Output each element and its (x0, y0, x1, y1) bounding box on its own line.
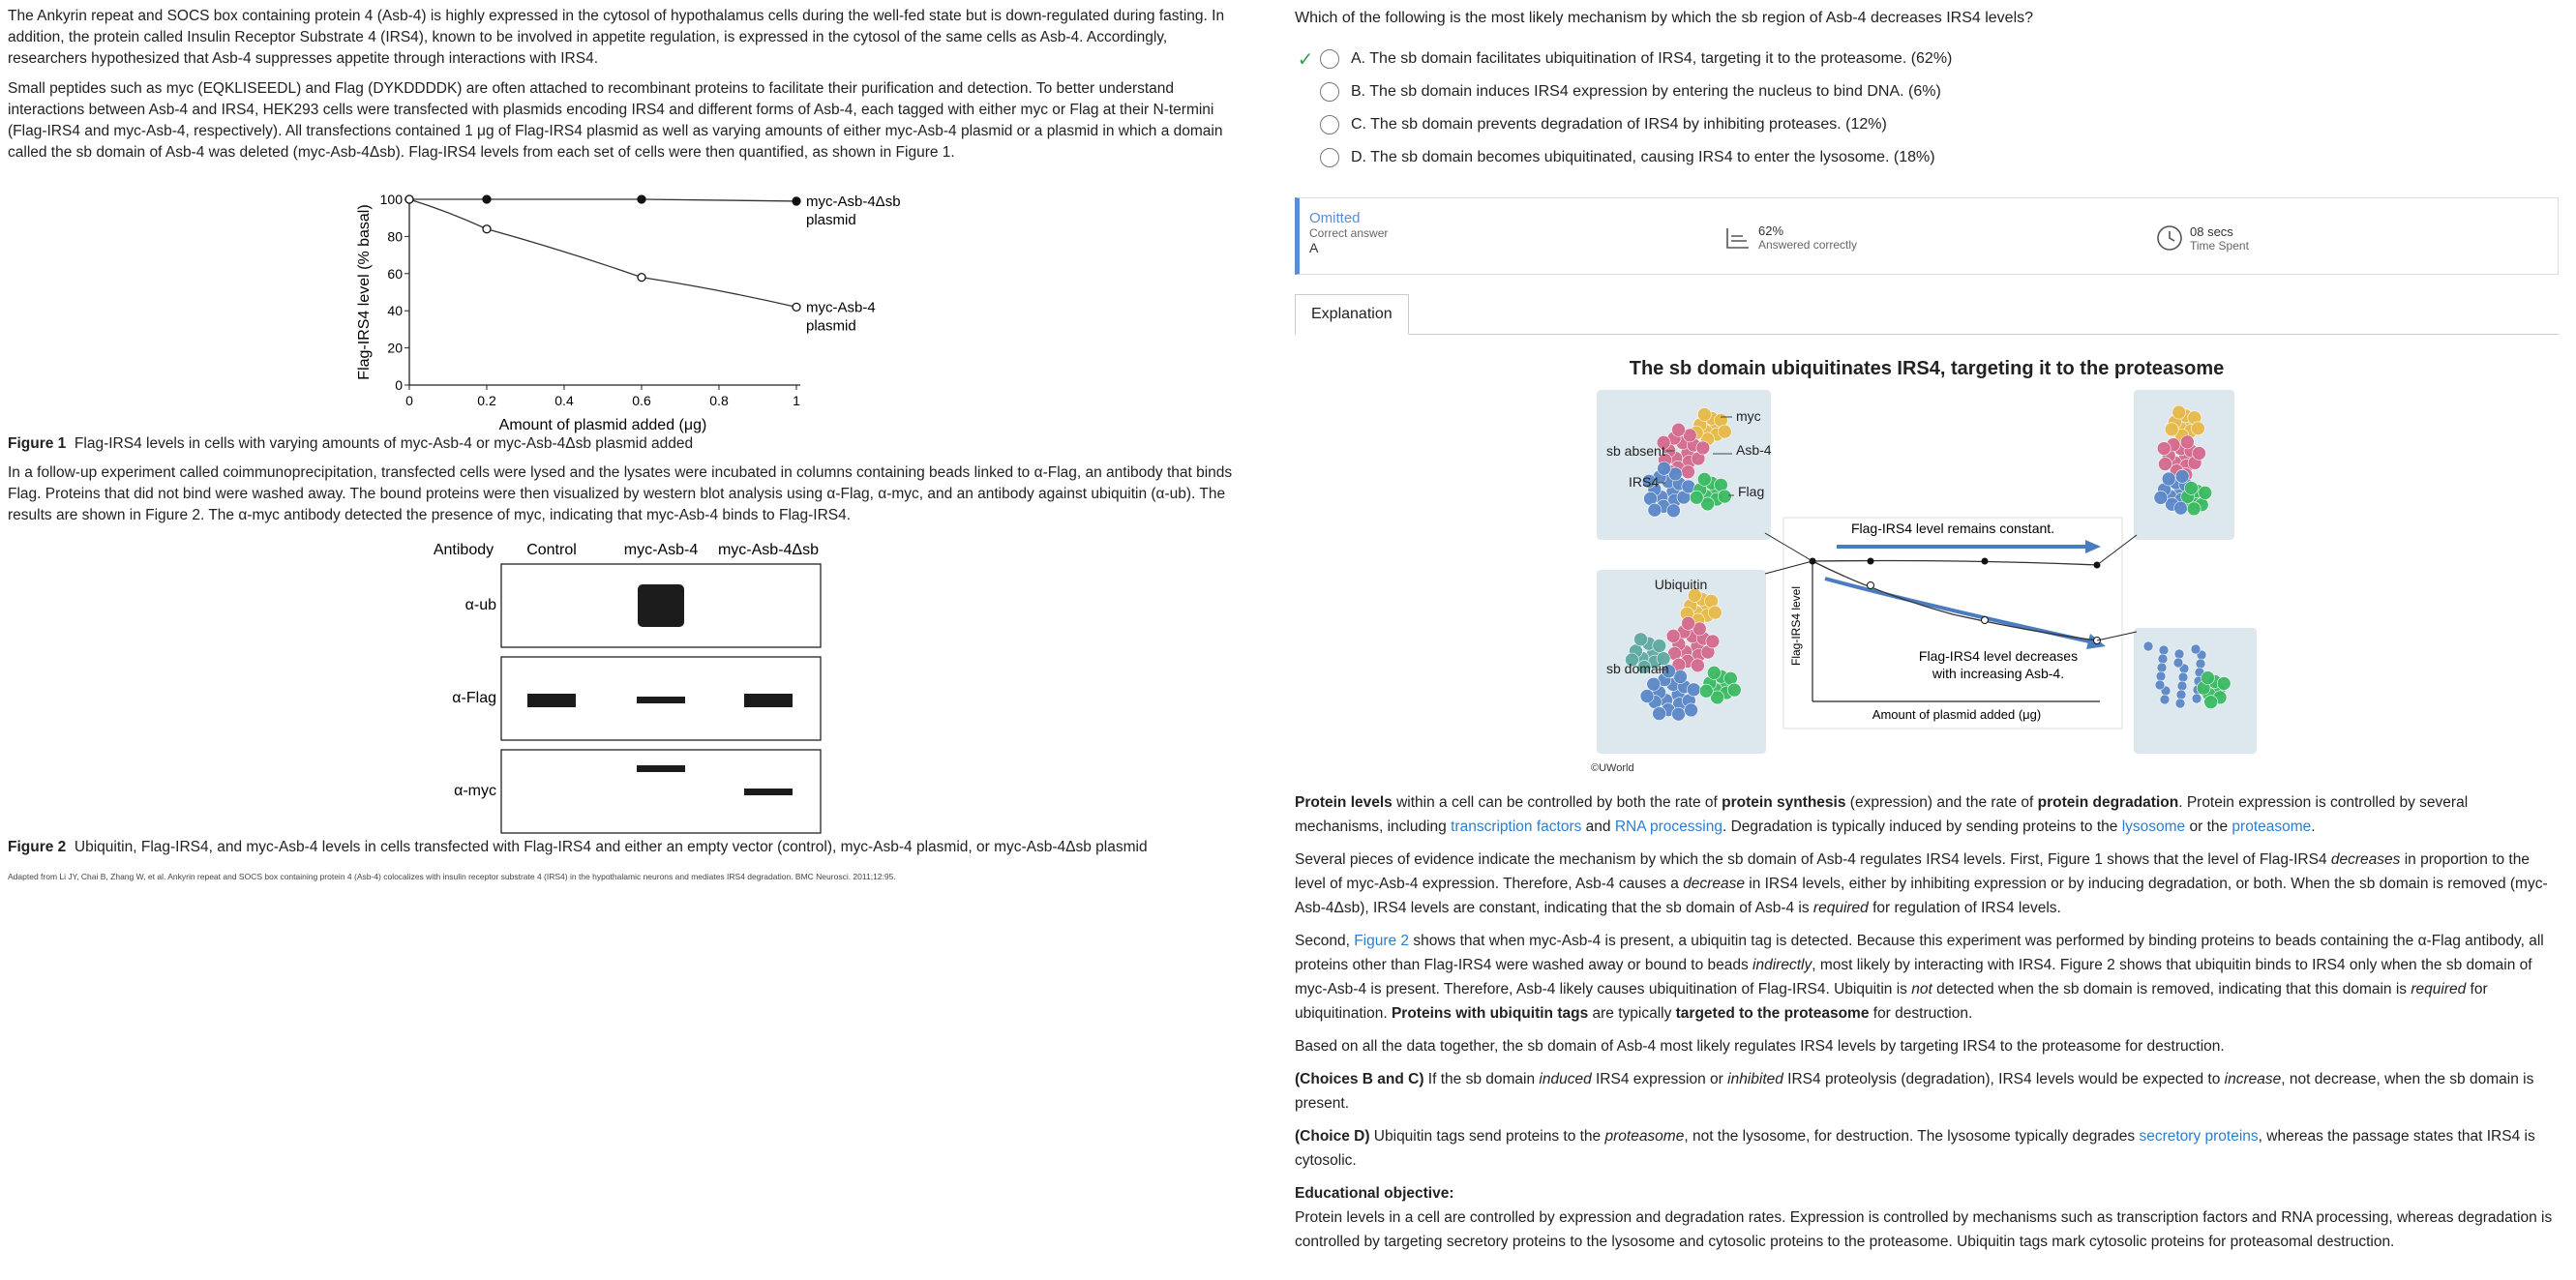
text: , most likely by interacting with IRS4. Figure 2 shows that ubiquitin binds to IRS4 only when the sb domain of myc-Asb-4 is present. Therefore, Asb-4 likely causes ubiquitination of Flag-IRS4. Ubiquitin is (1295, 957, 2532, 997)
explanation-choice-d (1295, 1124, 2559, 1173)
answer-option-a[interactable] (1295, 43, 2559, 75)
figure-1-chart (8, 172, 975, 433)
term-protein-degradation: protein degradation (2037, 794, 2179, 811)
y-tick-label: 20 (387, 340, 403, 356)
label-decreases-2: with increasing Asb-4. (1932, 666, 2065, 681)
text: . Protein expression is controlled by several mechanisms, including (1295, 794, 2469, 835)
y-tick-label: 60 (387, 265, 403, 282)
asb4-protein-blob (1666, 629, 1680, 642)
fragment-blob (2173, 658, 2183, 668)
irs4-protein-blob (1685, 703, 1698, 717)
copyright-label: ©UWorld (1591, 762, 1634, 774)
series-line-1 (409, 199, 796, 201)
irs4-protein-blob (1648, 503, 1662, 517)
irs4-protein-blob (1653, 707, 1666, 721)
series-label: myc-Asb-4Δsb (806, 193, 901, 210)
emphasis: indirectly (1752, 957, 1812, 973)
text: Ubiquitin tags send proteins to the (1369, 1128, 1605, 1145)
passage-paragraph-2: Small peptides such as myc (EQKLISEEDL) and Flag (DYKDDDDK) are often attached to recombinant proteins to facilitate their purification and detection. To better understand interactions between Asb-4 and IRS4, HEK293 cells were transfected with plasmids encoding IRS4 and different forms of Asb-4, each tagged with either myc or Flag at their N-termini (Flag-IRS4 and myc-Asb-4, respectively). All transfections contained 1 μg of Flag-IRS4 plasmid as well as varying amounts of either myc-Asb-4 plasmid or a plasmid in which a domain called the sb domain of Asb-4 was deleted (myc-Asb-4Δsb). Flag-IRS4 levels from each set of cells were then quantified, as shown in Figure 1. (8, 80, 1223, 161)
citation: Adapted from Li JY, Chai B, Zhang W, et al. Ankyrin repeat and SOCS box containing protein 4 (Asb-4) colocalizes with insulin receptor substrate 4 (IRS4) in the hypothalamic neurons and mediates IRS4 degradation. BMC Neurosci. 2011;12:95. (8, 872, 896, 881)
radio-button[interactable] (1320, 82, 1339, 102)
series-label-2: plasmid (806, 211, 856, 228)
x-axis-label: Amount of plasmid added (μg) (498, 417, 707, 433)
explanation-body (1295, 790, 2559, 1254)
y-tick-label: 40 (387, 303, 403, 319)
text: , not the lysosome, for destruction. The lysosome typically degrades (1684, 1128, 2140, 1145)
label-decreases-1: Flag-IRS4 level decreases (1918, 648, 2079, 664)
blot-band (637, 697, 685, 703)
percent-correct-label: Answered correctly (1758, 238, 1858, 252)
fragment-blob (2143, 641, 2153, 651)
text: for regulation of IRS4 levels. (1868, 900, 2061, 916)
link-secretory-proteins[interactable]: secretory proteins (2139, 1128, 2259, 1145)
emphasis: proteasome (1604, 1128, 1685, 1145)
asb4-protein-blob (1682, 616, 1695, 630)
myc-protein-blob (1708, 606, 1722, 619)
bar-chart-icon (1723, 224, 1751, 252)
asb4-protein-blob (2180, 435, 2194, 449)
educational-objective-text: Protein levels in a cell are controlled by expression and degradation rates. Expression is controlled by mechanisms such as transcription factors and RNA processing, whereas degradation is controlled by targeting secretory proteins to the lysosome and cytosolic proteins to the proteasome. Ubiquitin tags mark cytosolic proteins for proteasomal destruction. (1295, 1209, 2553, 1250)
flag-protein-blob (1697, 472, 1711, 486)
text: , not decrease, when the sb domain is present. (1295, 1071, 2534, 1112)
graph-panel (1783, 518, 2122, 729)
asb4-protein-blob (1691, 659, 1704, 672)
asb4-protein-blob (2158, 458, 2172, 471)
option-text: D. The sb domain becomes ubiquitinated, causing IRS4 to enter the lysosome. (18%) (1351, 149, 1935, 165)
text: IRS4 proteolysis (degradation), IRS4 levels would be expected to (1782, 1071, 2225, 1087)
link-lysosome[interactable]: lysosome (2121, 819, 2186, 835)
figure-1-caption-text: Flag-IRS4 levels in cells with varying amounts of myc-Asb-4 or myc-Asb-4Δsb plasmid added (74, 435, 694, 452)
x-tick-label: 1 (793, 393, 800, 408)
series-label: myc-Asb-4 (806, 299, 876, 316)
tab-bar (1295, 294, 2559, 335)
clock-icon (2155, 223, 2184, 253)
emphasis: induced (1539, 1071, 1592, 1087)
text: within a cell can be controlled by both the rate of (1392, 794, 1722, 811)
link-transcription-factors[interactable]: transcription factors (1451, 819, 1582, 835)
ubiquitin-blob (1633, 633, 1647, 646)
blot-row-label: α-ub (464, 597, 496, 613)
label-myc: myc (1736, 408, 1761, 424)
irs4-protein-blob (1658, 461, 1671, 475)
time-spent-value: 08 secs (2190, 223, 2233, 239)
asb4-protein-blob (2157, 442, 2171, 456)
blot-header-antibody: Antibody (433, 542, 494, 558)
fragment-blob (2178, 672, 2188, 682)
flag-protein-blob (2199, 486, 2212, 499)
text: detected when the sb domain is removed, indicating that this domain is (1932, 981, 2411, 997)
label-asb4: Asb-4 (1736, 442, 1772, 458)
flag-protein-blob (2201, 671, 2214, 685)
irs4-protein-blob (1666, 504, 1680, 518)
omitted-status (1309, 210, 1388, 255)
irs4-protein-blob (1640, 689, 1654, 702)
data-point (483, 225, 491, 233)
blot-band (637, 765, 685, 772)
radio-button[interactable] (1320, 115, 1339, 134)
emphasis: inhibited (1727, 1071, 1783, 1087)
label-flag: Flag (1738, 484, 1765, 499)
fragment-blob (2160, 695, 2170, 704)
irs4-protein-blob (1687, 683, 1700, 697)
option-text: B. The sb domain induces IRS4 expression by entering the nucleus to bind DNA. (6%) (1351, 83, 1941, 100)
fragment-blob (2174, 649, 2184, 659)
correct-answer-label: Correct answer (1309, 226, 1389, 240)
link-rna-processing[interactable]: RNA processing (1614, 819, 1722, 835)
text: If the sb domain (1423, 1071, 1540, 1087)
question-stem: Which of the following is the most likely mechanism by which the sb region of Asb-4 decreases IRS4 levels? (1295, 10, 2034, 26)
irs4-protein-blob (1647, 677, 1661, 691)
answer-options (1295, 43, 2559, 174)
fragment-blob (2176, 690, 2186, 700)
asb4-protein-blob (1681, 465, 1694, 479)
figure-2-western-blot (8, 535, 975, 835)
fragment-blob (2158, 654, 2168, 664)
data-point (793, 197, 800, 205)
text: shows that when myc-Asb-4 is present, a ubiquitin tag is detected. Because this experiment was performed by binding proteins to beads containing the α-Flag antibody, all proteins other than Flag-IRS4 were washed away or bound to beads (1295, 933, 2544, 973)
fragment-blob (2192, 694, 2202, 703)
y-tick-label: 80 (387, 228, 403, 245)
graph-point-open (1982, 617, 1989, 624)
blot-row-label: α-myc (454, 783, 496, 799)
flag-protein-blob (2187, 502, 2201, 516)
flag-protein-blob (1690, 491, 1703, 504)
option-text: A. The sb domain facilitates ubiquitination of IRS4, targeting it to the proteasome. (62%) (1351, 50, 1953, 67)
data-point (405, 195, 413, 203)
answer-option-d[interactable] (1295, 141, 2559, 174)
label-constant: Flag-IRS4 level remains constant. (1850, 521, 2055, 536)
fragment-blob (2155, 680, 2165, 690)
text: and (1581, 819, 1615, 835)
emphasis: decrease (1683, 876, 1745, 892)
radio-button[interactable] (1320, 49, 1339, 69)
fragment-blob (2175, 699, 2185, 708)
term-protein-levels: Protein levels (1295, 794, 1393, 811)
text: for destruction. (1869, 1005, 1973, 1022)
text: , whereas the passage states that IRS4 is cytosolic. (1295, 1128, 2535, 1169)
text: Second, (1295, 933, 1355, 949)
educational-objective-heading (1295, 1181, 2559, 1206)
flag-protein-blob (1727, 683, 1741, 697)
time-spent-label: Time Spent (2190, 238, 2249, 253)
label-irs4: IRS4 (1629, 474, 1660, 490)
fragment-blob (2196, 659, 2205, 669)
emphasis: required (1812, 900, 1869, 916)
myc-protein-blob (2191, 422, 2204, 435)
flag-protein-blob (2184, 481, 2198, 494)
answer-status-bar (1295, 197, 2559, 275)
text: in proportion to the level of myc-Asb-4 expression. Therefore, Asb-4 causes a (1295, 851, 2530, 892)
flag-protein-blob (1699, 684, 1713, 698)
x-tick-label: 0.4 (554, 393, 574, 408)
link-proteasome[interactable]: proteasome (2232, 819, 2312, 835)
irs4-protein-blob (1672, 707, 1686, 721)
figure-2-caption (8, 837, 1245, 858)
label-ubiquitin: Ubiquitin (1654, 577, 1708, 592)
fragment-blob (2157, 663, 2167, 672)
myc-protein-blob (2165, 423, 2178, 436)
emphasis: not (1911, 981, 1932, 997)
y-tick-label: 100 (379, 192, 403, 207)
flag-protein-blob (2204, 696, 2218, 709)
term-ubiquitin-tags: Proteins with ubiquitin tags (1391, 1005, 1589, 1022)
data-point (793, 303, 800, 311)
asb4-protein-blob (1696, 441, 1710, 455)
figure-2-label: Figure 2 (8, 839, 67, 855)
explanation-paragraph-4: Based on all the data together, the sb domain of Asb-4 most likely regulates IRS4 levels by targeting IRS4 to the proteasome for destruction. (1295, 1038, 2225, 1055)
fragment-blob (2177, 681, 2187, 691)
omitted-label: Omitted (1309, 210, 1361, 226)
heading: Educational objective: (1295, 1185, 1454, 1202)
correct-answer-value: A (1309, 240, 1319, 255)
blot-band (527, 694, 576, 707)
flag-protein-blob (1718, 490, 1731, 503)
blot-band (744, 789, 793, 795)
figure-2-caption-text: Ubiquitin, Flag-IRS4, and myc-Asb-4 levels in cells transfected with Flag-IRS4 and either an empty vector (control), myc-Asb-4 plasmid, or myc-Asb-4Δsb plasmid (74, 839, 1148, 855)
irs4-protein-blob (2162, 472, 2175, 486)
explanation-paragraph-2 (1295, 848, 2559, 920)
myc-protein-blob (1718, 425, 1731, 438)
graph-point-filled (1868, 558, 1874, 565)
emphasis: increase (2224, 1071, 2282, 1087)
myc-protein-blob (2172, 405, 2186, 419)
flag-protein-blob (2217, 676, 2231, 690)
myc-protein-blob (1697, 407, 1711, 421)
blot-band (638, 584, 684, 627)
figure-1-caption (8, 433, 1245, 455)
data-point (638, 195, 645, 203)
choice-label: (Choices B and C) (1295, 1071, 1424, 1087)
asb4-protein-blob (2192, 446, 2205, 460)
ubiquitin-blob (1653, 639, 1666, 652)
radio-button[interactable] (1320, 148, 1339, 167)
text: in IRS4 levels, either by inhibiting expression or by inducing degradation, or both. When the sb domain is removed (myc-Asb-4Δsb), IRS4 levels are constant, indicating that the sb domain of Asb-4 is (1295, 876, 2548, 916)
blot-column-header: Control (526, 542, 577, 558)
text: . (2311, 819, 2316, 835)
emphasis: decreases (2330, 851, 2401, 868)
time-spent-stat (2155, 223, 2249, 253)
fragment-blob (2159, 645, 2169, 655)
irs4-protein-blob (2154, 491, 2168, 504)
term-proteasome: targeted to the proteasome (1675, 1005, 1870, 1022)
series-line-2 (409, 199, 796, 307)
answer-option-c[interactable] (1295, 108, 2559, 141)
tab-explanation[interactable]: Explanation (1295, 294, 1409, 335)
text: for ubiquitination. (1295, 981, 2488, 1022)
data-point (638, 274, 645, 282)
flag-protein-blob (1707, 666, 1721, 679)
percent-correct-stat (1723, 223, 1857, 252)
text: . Degradation is typically induced by sending proteins to the (1722, 819, 2122, 835)
text: IRS4 expression or (1591, 1071, 1728, 1087)
text: (expression) and the rate of (1845, 794, 2038, 811)
text: are typically (1588, 1005, 1676, 1022)
graph-point-open (1868, 582, 1874, 589)
graph-x-label: Amount of plasmid added (μg) (1872, 707, 2042, 722)
percent-correct-value: 62% (1758, 223, 1784, 238)
explanation-paragraph-1 (1295, 790, 2559, 839)
label-sb-absent: sb absent (1606, 443, 1665, 459)
option-text: C. The sb domain prevents degradation of IRS4 by inhibiting proteases. (12%) (1351, 116, 1887, 133)
x-tick-label: 0.2 (477, 393, 496, 408)
emphasis: required (2411, 981, 2467, 997)
series-label-2: plasmid (806, 317, 856, 335)
asb4-protein-blob (1706, 635, 1720, 648)
x-tick-label: 0.6 (632, 393, 651, 408)
text: Several pieces of evidence indicate the mechanism by which the sb domain of Asb-4 regulates IRS4 levels. First, Figure 1 shows that the level of Flag-IRS4 (1295, 851, 2331, 868)
y-axis-label: Flag-IRS4 level (% basal) (356, 204, 373, 380)
blot-column-header: myc-Asb-4Δsb (717, 542, 820, 558)
irs4-protein-blob (2175, 469, 2189, 483)
passage-paragraph-1: The Ankyrin repeat and SOCS box containing protein 4 (Asb-4) is highly expressed in the cytosol of hypothalamus cells during the well-fed state but is down-regulated during fasting. In addition, the protein called Insulin Receptor Substrate 4 (IRS4), known to be involved in appetite regulation, is expressed in the cytosol of the same cells as Asb-4. Accordingly, researchers hypothesized that Asb-4 suppresses appetite through interactions with IRS4. (8, 8, 1225, 67)
term-protein-synthesis: protein synthesis (1722, 794, 1846, 811)
x-tick-label: 0 (405, 393, 413, 408)
checkmark-icon: ✓ (1297, 48, 1314, 71)
data-point (483, 195, 491, 203)
explanation-choices-b-c (1295, 1067, 2559, 1116)
y-tick-label: 0 (395, 377, 403, 393)
graph-y-label: Flag-IRS4 level (1789, 585, 1803, 667)
answer-option-b[interactable] (1295, 75, 2559, 108)
graph-point-filled (1982, 558, 1989, 565)
fragment-blob (2156, 671, 2166, 681)
blot-column-header: myc-Asb-4 (623, 542, 699, 558)
explanation-paragraph-3 (1295, 929, 2559, 1026)
x-tick-label: 0.8 (709, 393, 729, 408)
passage-paragraph-3: In a follow-up experiment called coimmunoprecipitation, transfected cells were lysed and the lysates were incubated in columns containing beads linked to α-Flag, an antibody that binds Flag. Proteins that did not bind were washed away. The bound proteins were then visualized by western blot analysis using α-Flag, α-myc, and an antibody against ubiquitin (α-ub). The results are shown in Figure 2. The α-myc antibody detected the presence of myc, indicating that myc-Asb-4 binds to Flag-IRS4. (8, 464, 1233, 523)
fragment-blob (2191, 644, 2201, 654)
text: or the (2185, 819, 2232, 835)
link-figure-2[interactable]: Figure 2 (1354, 933, 1410, 949)
figure-1-label: Figure 1 (8, 435, 67, 452)
asb4-protein-blob (1672, 423, 1686, 436)
choice-label: (Choice D) (1295, 1128, 1370, 1145)
explanation-title: The sb domain ubiquitinates IRS4, targeting it to the proteasome (1629, 358, 2225, 379)
label-sb-domain: sb domain (1606, 661, 1669, 676)
blot-band (744, 694, 793, 707)
blot-row-label: α-Flag (452, 690, 496, 706)
question-panel (1283, 0, 2576, 1280)
passage-panel (0, 0, 1253, 1280)
explanation-diagram (1295, 390, 2559, 785)
